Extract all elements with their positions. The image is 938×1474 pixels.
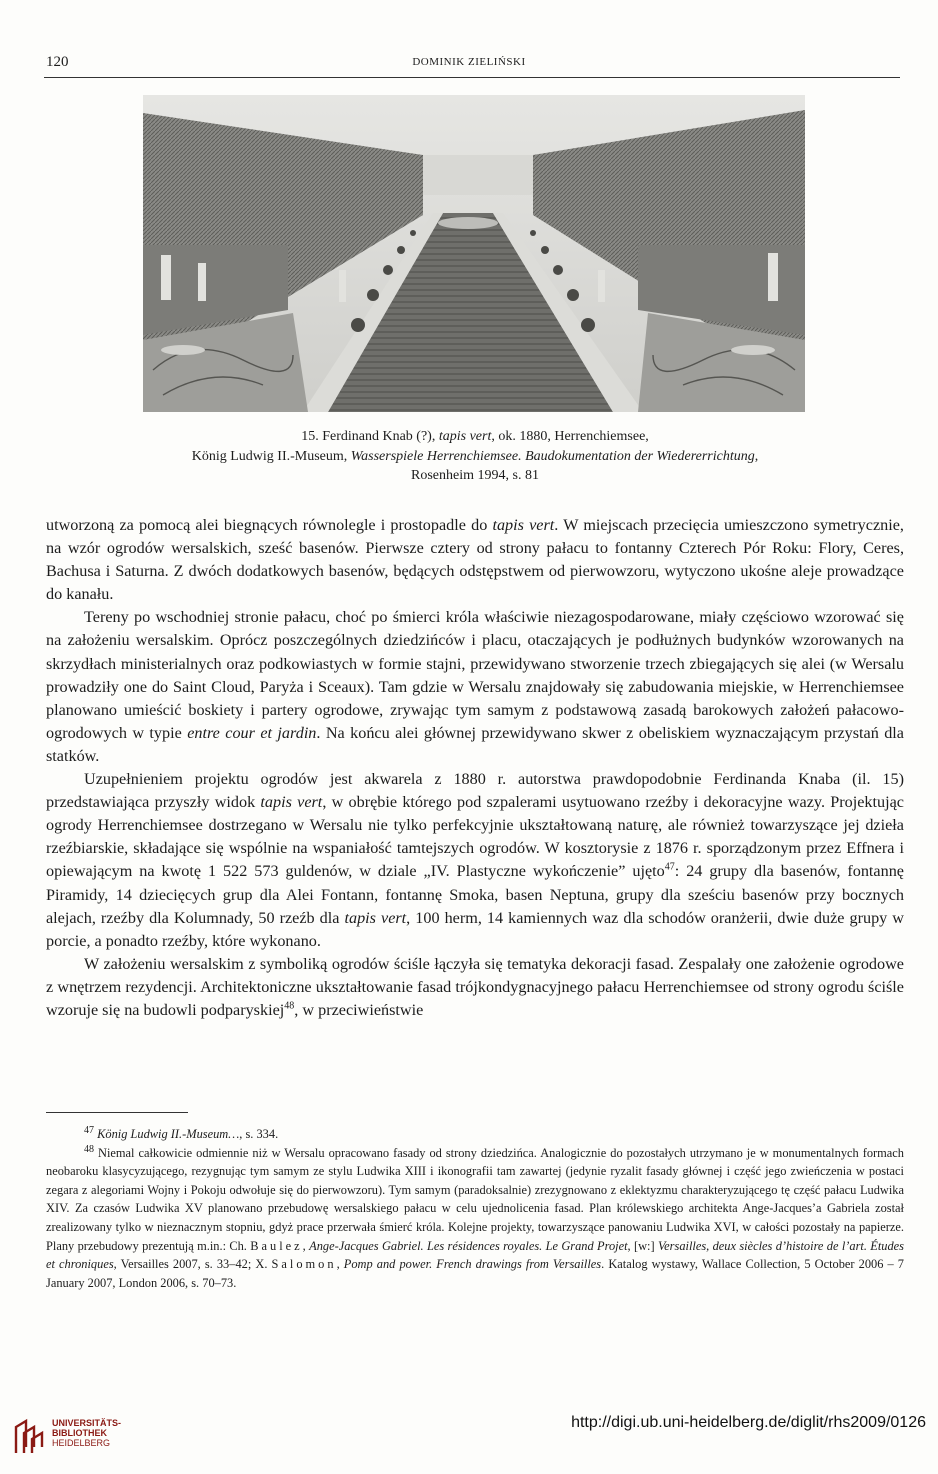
running-head: DOMINIK ZIELIŃSKI: [412, 56, 526, 68]
source-url-link[interactable]: http://digi.ub.uni-heidelberg.de/diglit/rhs2009/0126: [571, 1414, 926, 1431]
footnote-ref-48: 48: [284, 1000, 295, 1012]
paragraph: Tereny po wschodniej stronie pałacu, choć po śmierci króla właściwie niezagospodarowane, miały częściowo wzorować się na założeniu wersalskim. Oprócz poszczególnych dziedzińców i placu, otaczających je podłużnych budynków wzorowanych na skrzydłach ministerialnych oraz podkowiastych w formie stajni, przewidywano stworzenie trzech zbiegających się alei (w Wersalu prowadziły one do Saint Cloud, Paryża i Sceaux). Tam gdzie w Wersalu znajdowały się zabudowania miejskie, w Herrenchiemsee planowano umieścić boskiety i partery ogrodowe, zrywając tym samym z podstawową zasadą barokowych założeń pałacowo-ogrodowych w typie entre cour et jardin. Na końcu alei głównej przewidywano skwer z obeliskiem wyznaczającym przystań dla statków.: [46, 608, 904, 765]
figure-illustration: [143, 95, 805, 412]
footnote-ref-47: 47: [664, 862, 675, 874]
footnote-47: $^{47}$ König Ludwig II.-Museum…, s. 334.: [84, 1124, 279, 1141]
figure-caption: 15. Ferdinand Knab (?), tapis vert, ok. 1880, Herrenchiemsee, König Ludwig II.-Museum, Wasserspiele Herrenchiemsee. Baudokumentation der Wiedererrichtung, Rosenheim 1994, s. 81: [191, 429, 759, 483]
header-rule: [44, 77, 900, 78]
library-name: UNIVERSITÄTS- BIBLIOTHEK HEIDELBERG: [52, 1418, 122, 1448]
paragraph: Uzupełnieniem projektu ogrodów jest akwarela z 1880 r. autorstwa prawdopodobnie Ferdinanda Knaba (il. 15) przedstawiająca przyszły widok tapis vert, w obrębie którego pod szpalerami usytuowano rzeźby i dekoracyjne wazy. Projektując ogrody Herrenchiemsee dostrzegano w Wersalu nie tylko perfekcyjnie ukształtowaną naturę, ale również towarzyszące jej dzieła rzeźbiarskie, składające się wspólnie na wspaniałość tamtejszych ogrodów. W kosztorysie z 1876 r. sporządzonym przez Effnera i opiewającym na kwotę 1 522 573 guldenów, w dziale „IV. Plastyczne wykończenie” ujęto$^{47}$: 24 grupy dla basenów, fontannę Piramidy, 14 dziecięcych grup dla Alei Fontann, fontannę Smoka, basen Neptuna, grupy dla sześciu basenów przy bocznych alejach, rzeźby dla Kolumnady, 50 rzeźb dla tapis vert, 100 herm, 14 kamiennych waz dla schodów oranżerii, dwie duże grupy w porcie, a ponadto rzeźby, które wykonano.: [46, 770, 904, 950]
footnote-rule: [46, 1112, 188, 1113]
library-logo-icon: [12, 1417, 46, 1455]
footnotes: [46, 1125, 904, 1292]
paragraph: W założeniu wersalskim z symboliką ogrodów ściśle łączyła się tematyka dekoracji fasad. Zespalały one założenie ogrodowe z wnętrzem rezydencji. Architektoniczne ukształtowanie fasad trójkondygnacyjnego pałacu Herrenchiemsee od strony ogrodu ściśle wzoruje się na budowli podparyskiej$^{48}$, w przeciwieństwie: [46, 954, 904, 1019]
paragraph: utworzoną za pomocą alei biegnących równolegle i prostopadle do tapis vert. W miejscach przecięcia umieszczono symetrycznie, na wzór ogrodów wersalskich, sześć basenów. Pierwsze cztery od strony pałacu to fontanny Czterech Pór Roku: Flory, Ceres, Bachusa i Saturna. Z dwóch dodatkowych basenów, będących odstępstwem od pierwowzoru, wytyczono ukośne aleje prowadzące do kanału.: [46, 516, 904, 604]
footnote-48: $^{48}$ Niemal całkowicie odmiennie niż w Wersalu opracowano fasady od strony dziedzińca. Analogicznie do pozostałych utrzymano je w monumentalnych formach neobaroku klasycyzującego, rezygnując tym samym ze stylu Ludwika XIII i ikonografii tam zawartej (jedynie ryzalit fasady głównej i część jego zwieńczenia w postaci zegara z alegoriami Wojny i Pokoju odwołuje się do pierwowzoru). Tym samym (paradoksalnie) zrezygnowano z eklektyzmu charakteryzującego tę część pałacu Ludwika XIV. Za czasów Ludwika XV planowano przebudowę wersalskiego pałacu w celu ujednolicenia fasad. Plan królewskiego architekta Ange-Jacques’a Gabriela został zrealizowany tylko w nieznacznym stopniu, gdyż prace przerwała śmierć króla. Kolejne projekty, towarzyszące panowaniu Ludwika XVI, w całości pozostały na papierze. Plany przebudowy prezentują m.in.: Ch. Baulez, Ange-Jacques Gabriel. Les résidences royales. Le Grand Projet, [w:] Versailles, deux siècles d’histoire de l’art. Études et chroniques, Versailles 2007, s. 33–42; X. Salomon, Pomp and power. French drawings from Versailles. Katalog wystawy, Wallace Collection, 5 October 2006 – 7 January 2007, London 2006, s. 70–73.: [46, 1143, 905, 1290]
body-text: [46, 514, 904, 1022]
page-number: 120: [46, 54, 69, 70]
